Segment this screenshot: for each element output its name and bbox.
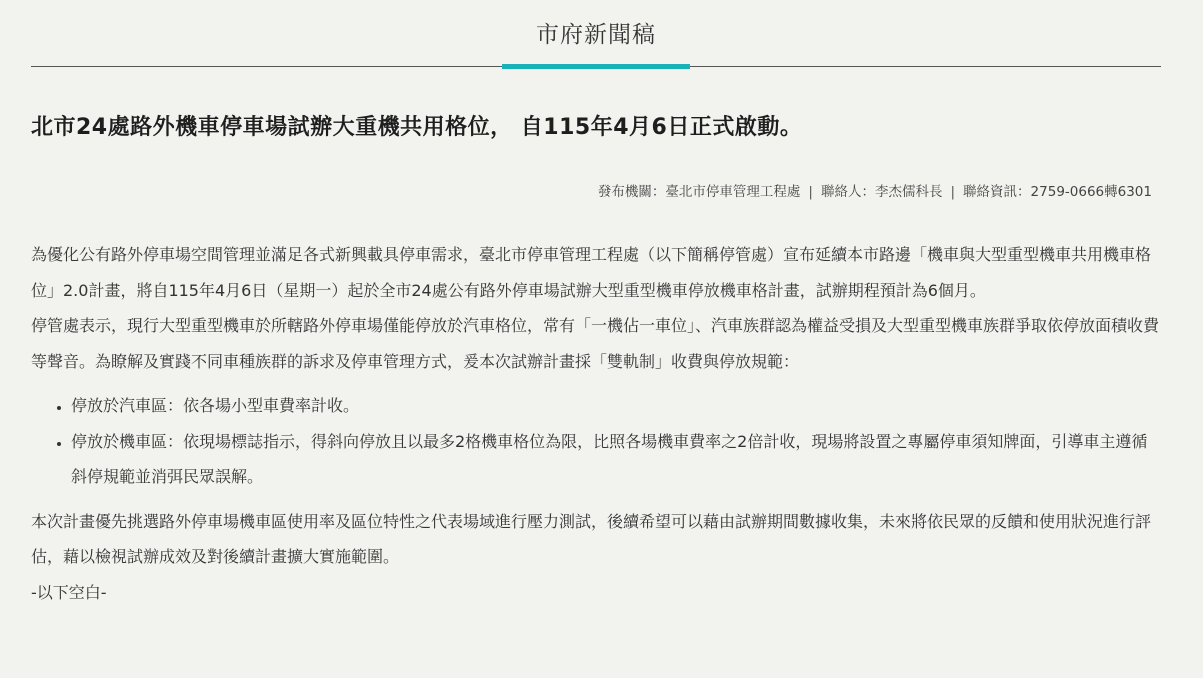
fee-rules-list xyxy=(31,388,1161,495)
article-headline: 北市24處路外機車停車場試辦大重機共用格位， 自115年4月6日正式啟動。 xyxy=(31,115,803,140)
meta-separator: | xyxy=(808,184,813,200)
page-title: 市府新聞稿 xyxy=(536,22,656,48)
meta-agency: 發布機關：臺北市停車管理工程處 xyxy=(597,184,801,200)
meta-separator: | xyxy=(950,184,956,200)
list-item: • 停放於機車區：依現場標誌指示，得斜向停放且以最多2格機車格位為限，比照各場機車費率之2倍計收，現場將設置之專屬停車須知牌面，引導車主遵循斜停規範並消弭民眾誤解。 xyxy=(71,424,1161,495)
page-header xyxy=(31,0,1161,70)
article-body xyxy=(31,237,1161,610)
article-closing: -以下空白- xyxy=(31,582,107,602)
meta-contact: 聯絡人：李杰儒科長 xyxy=(820,184,943,200)
article-paragraph-3: 本次計畫優先挑選路外停車場機車區使用率及區位特性之代表場域進行壓力測試，後續希望可以藉由試辦期間數據收集，未來將依民眾的反饋和使用狀況進行評估，藉以檢視試辦成效及對後續計畫擴大實施範圍。 xyxy=(31,511,1152,566)
meta-phone: 聯絡資訊：2759-0666轉6301 xyxy=(963,184,1152,200)
list-item: • 停放於汽車區：依各場小型車費率計收。 xyxy=(71,388,1161,424)
article-paragraph-1: 為優化公有路外停車場空間管理並滿足各式新興載具停車需求，臺北市停車管理工程處（以下簡稱停管處）宣布延續本市路邊「機車與大型重型機車共用機車格位」2.0計畫，將自115年4月6日（星期一）起於全市24處公有路外停車場試辦大型重型機車停放機車格計畫，試辦期程預計為6個月。 xyxy=(31,245,1152,300)
article-paragraph-2: 停管處表示，現行大型重型機車於所轄路外停車場僅能停放於汽車格位，常有「一機佔一車位」、汽車族群認為權益受損及大型重型機車族群爭取依停放面積收費等聲音。為瞭解及實踐不同車種族群的訴求及停車管理方式，爰本次試辦計畫採「雙軌制」收費與停放規範： xyxy=(31,316,1160,371)
article-meta xyxy=(598,180,1152,200)
header-accent-bar xyxy=(502,64,690,69)
